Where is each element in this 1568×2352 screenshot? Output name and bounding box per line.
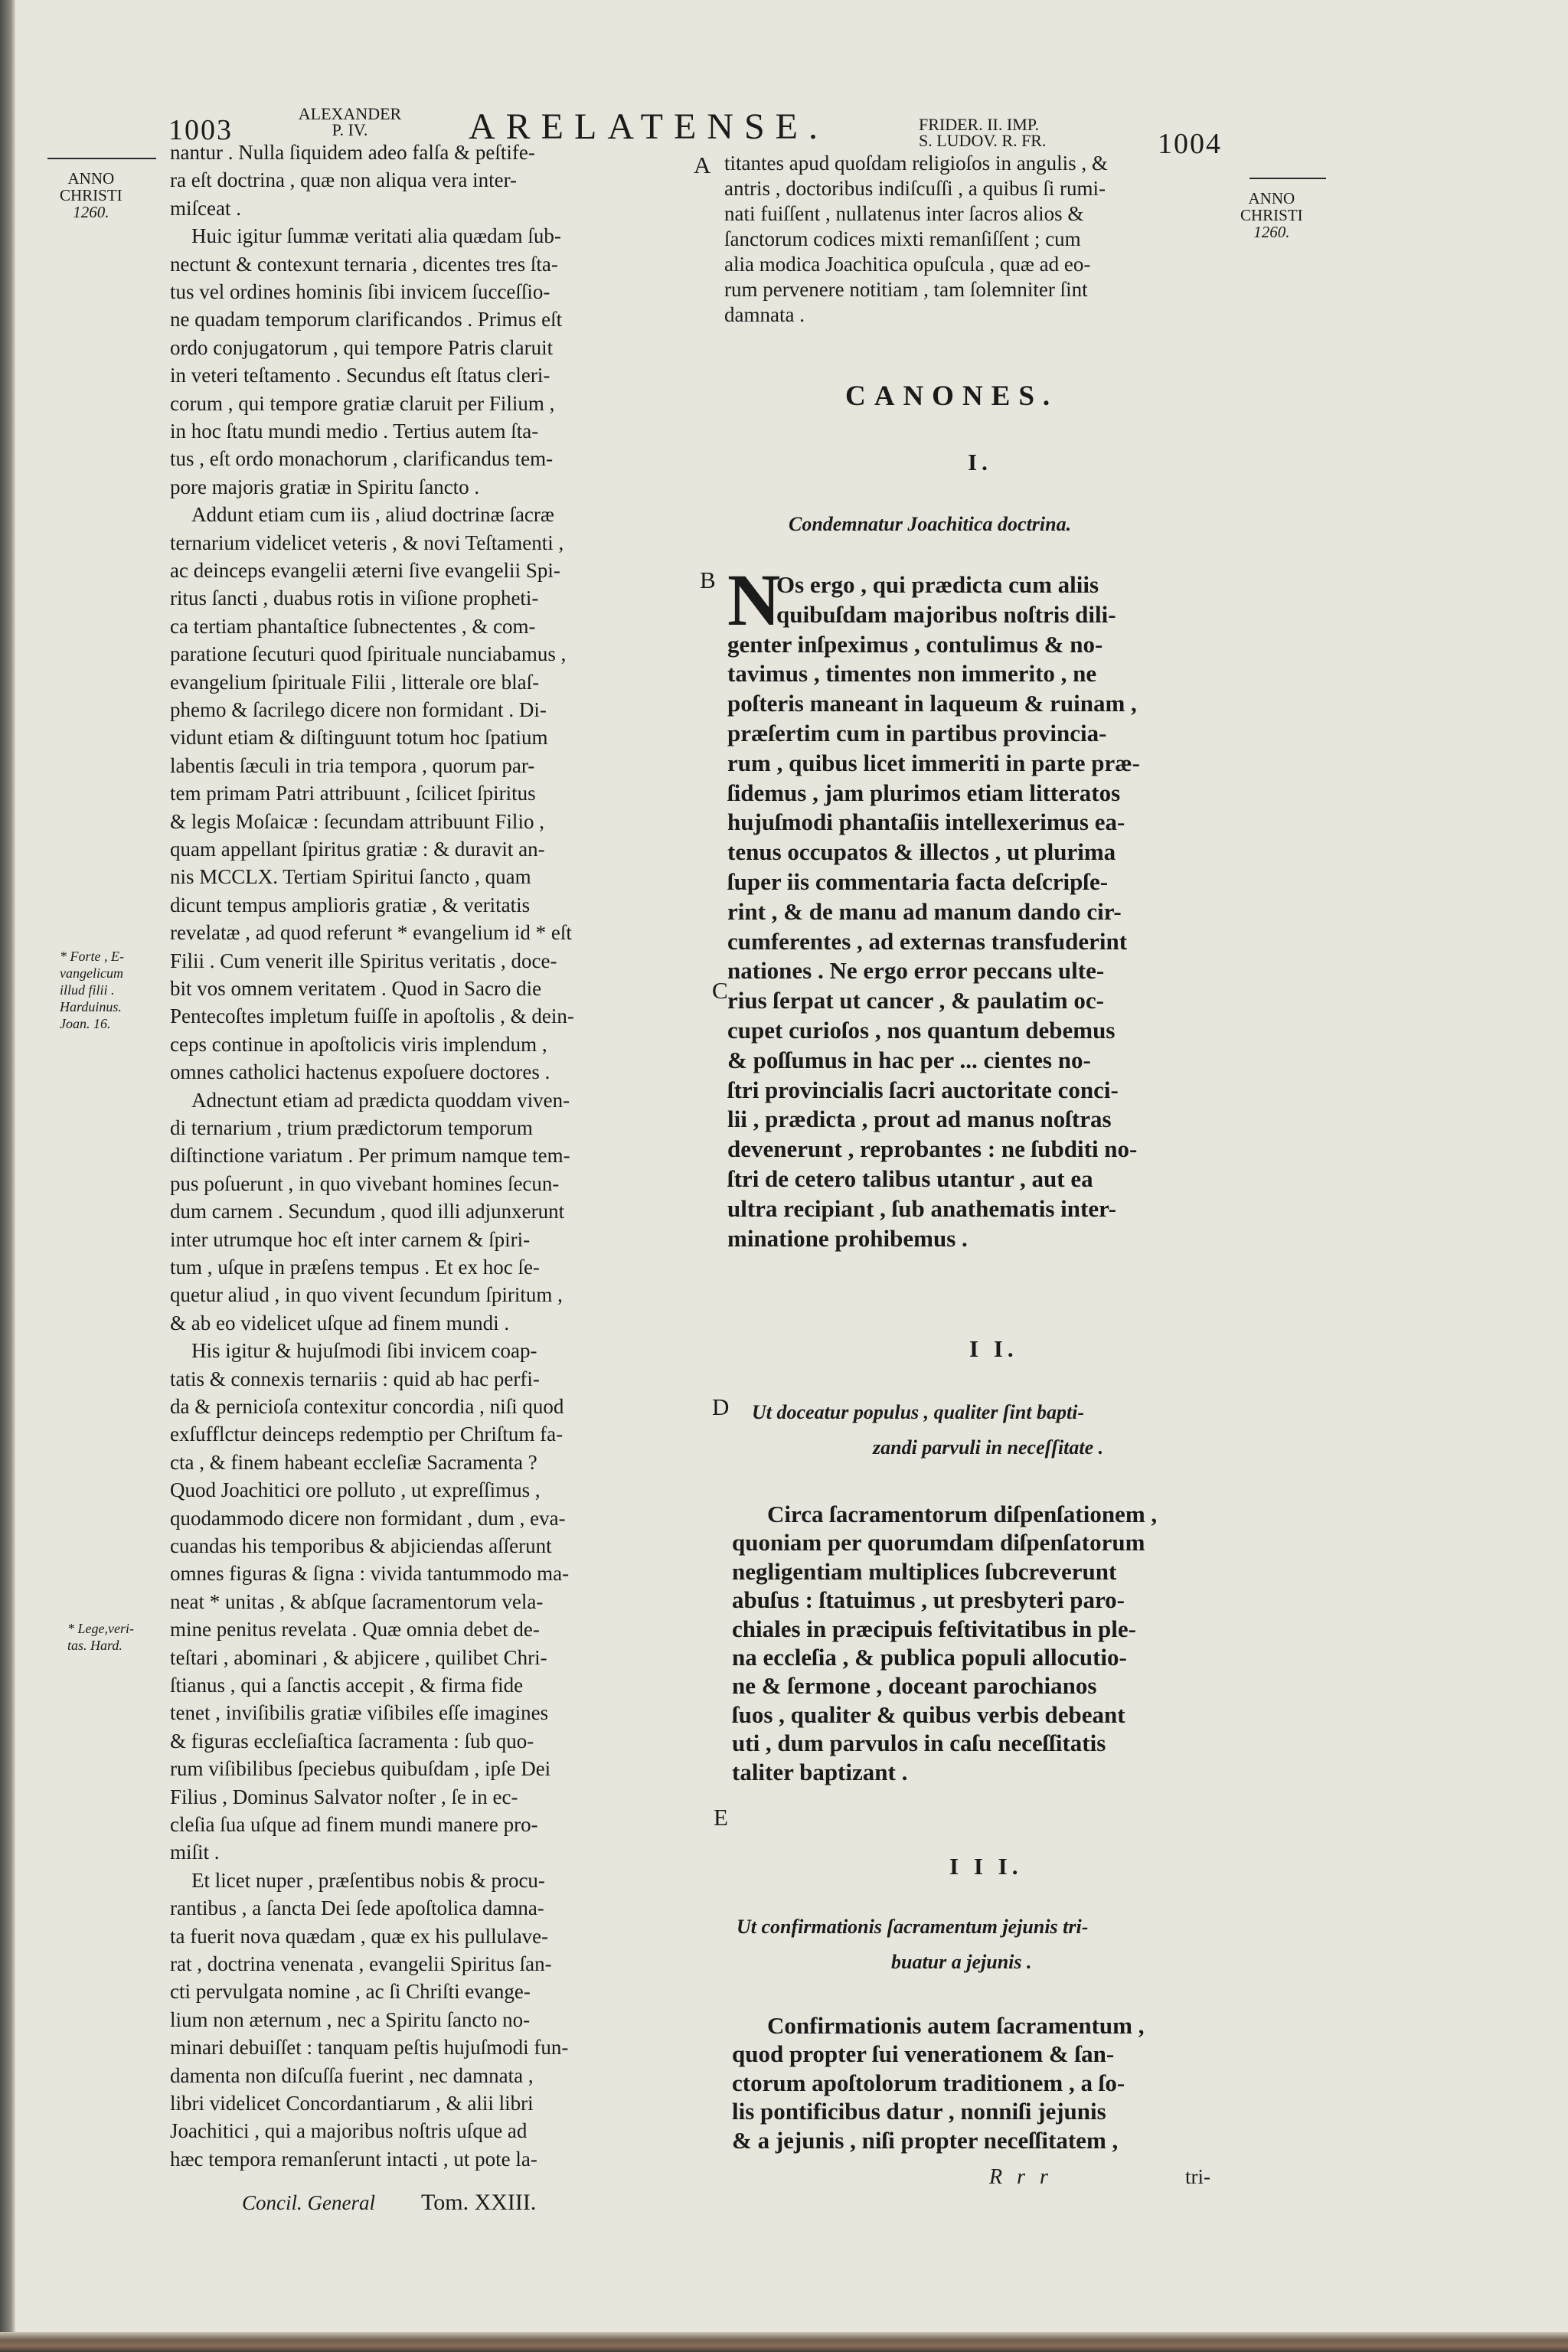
text-line: tus vel ordines hominis ſibi invicem ſucceſſio-	[170, 280, 550, 303]
text-line: Os ergo , qui prædicta cum aliis	[776, 571, 1099, 598]
text-line: nectunt & contexunt ternaria , dicentes tres ſta-	[170, 252, 558, 276]
text-line: Filii . Cum venerit ille Spiritus veritatis , doce-	[170, 949, 557, 972]
margin-christi: CHRISTI	[1240, 206, 1303, 224]
margin-rule-left	[47, 158, 156, 159]
text-line: quod propter ſui venerationem & ſan-	[732, 2040, 1115, 2068]
text-line: damenta non diſcuſſa fuerint , nec damnata ,	[170, 2063, 534, 2087]
text-line: Addunt etiam cum iis , aliud doctrinæ ſacræ	[191, 503, 554, 527]
header-pope	[277, 106, 423, 138]
header-king: S. LUDOV. R. FR.	[919, 131, 1047, 150]
header-rulers	[919, 116, 1102, 149]
note-line: Joan. 16.	[60, 1016, 111, 1031]
text-line: na eccleſia , & publica populi allocutio-	[732, 1644, 1127, 1671]
text-line: bit vos omnem veritatem . Quod in Sacro die	[170, 977, 542, 1000]
margin-year-right	[1240, 190, 1303, 240]
margin-anno: ANNO	[1248, 189, 1295, 207]
text-line: Adnectunt etiam ad prædicta quoddam viven-	[191, 1088, 570, 1112]
margin-year: 1260.	[73, 203, 109, 221]
drop-cap: N	[727, 559, 781, 641]
text-line: dum carnem . Secundum , quod illi adjunxerunt	[170, 1200, 565, 1223]
text-line: miſceat .	[170, 196, 241, 220]
text-line: inter utrumque hoc eſt inter carnem & ſpiri-	[170, 1227, 531, 1251]
text-line: quetur aliud , in quo vivent ſecundum ſpiritum ,	[170, 1283, 563, 1307]
text-line: neat * unitas , & abſque ſacramentorum vela-	[170, 1589, 544, 1613]
text-line: Huic igitur ſummæ veritati alia quædam ſub-	[191, 224, 561, 248]
margin-christi: CHRISTI	[60, 186, 122, 204]
text-line: damnata .	[724, 303, 805, 326]
text-line: libri videlicet Concordantiarum , & alii libri	[170, 2092, 534, 2115]
text-line: uti , dum parvulos in caſu neceſſitatis	[732, 1730, 1106, 1757]
text-line: cupet curioſos , nos quantum debemus	[727, 1017, 1116, 1044]
text-line: & legis Moſaicæ : ſecundam attribuunt Filio ,	[170, 809, 544, 833]
text-line: pore majoris gratiæ in Spiritu ſancto .	[170, 475, 480, 498]
text-line: nis MCCLX. Tertiam Spiritui ſancto , quam	[170, 865, 531, 889]
note-line: * Forte , E-	[60, 949, 124, 964]
text-line: titantes apud quoſdam religioſos in angulis , &	[724, 152, 1108, 175]
text-line: ſidemus , jam plurimos etiam litteratos	[727, 779, 1121, 806]
text-line: tum , uſque in præſens tempus . Et ex hoc ſe-	[170, 1256, 540, 1279]
canon-2-number: I I.	[969, 1335, 1018, 1362]
text-line: Circa ſacramentorum diſpenſationem ,	[767, 1501, 1158, 1527]
canon-3-number: I I I.	[949, 1853, 1023, 1880]
text-line: da & pernicioſa contexitur concordia , niſi quod	[170, 1395, 564, 1418]
text-line: ordo conjugatorum , qui tempore Patris claruit	[170, 335, 554, 359]
text-line: ſuper iis commentaria facta deſcripſe-	[727, 868, 1109, 895]
text-line: rantibus , a ſancta Dei ſede apoſtolica damna-	[170, 1896, 544, 1920]
catchword: tri-	[1185, 2165, 1210, 2188]
text-line: paratione ſecuturi quod ſpirituale nunciabamus ,	[170, 642, 567, 666]
text-line: ſanctorum codices mixti remanſiſſent ; cum	[724, 227, 1081, 250]
text-line: antris , doctoribus indiſcuſſi , a quibus ſi rumi-	[724, 177, 1106, 200]
canon-1-number: I.	[968, 449, 992, 475]
text-line: pus poſuerunt , in quo vivebant homines ſecun-	[170, 1171, 560, 1195]
text-line: quam appellant ſpiritus gratiæ : & duravit an-	[170, 838, 545, 861]
text-line: Et licet nuper , præſentibus nobis & procu-	[191, 1868, 545, 1892]
text-line: revelatæ , ad quod referunt * evangelium id * eſt	[170, 921, 572, 945]
text-line: lii , prædicta , prout ad manus noſtras	[727, 1106, 1112, 1133]
text-line: tus , eſt ordo monachorum , clarificandus tem-	[170, 447, 554, 471]
text-line: & a jejunis , niſi propter neceſſitatem ,	[732, 2126, 1119, 2154]
text-line: Confirmationis autem ſacramentum ,	[767, 2012, 1145, 2039]
text-line: dicunt tempus amplioris gratiæ , & veritatis	[170, 893, 531, 916]
margin-year-left	[60, 170, 122, 220]
text-line: evangelium ſpirituale Filii , litterale ore blaſ-	[170, 670, 540, 694]
text-line: alia modica Joachitica opuſcula , quæ ad eo-	[724, 253, 1091, 276]
text-line: & figuras eccleſiaſtica ſacramenta : ſub quo-	[170, 1729, 534, 1753]
note-line: illud filii .	[60, 982, 115, 998]
text-line: rum pervenere notitiam , tam ſolemniter ſint	[724, 278, 1088, 301]
margin-rule-right	[1250, 178, 1326, 179]
text-line: ac deinceps evangelii æterni ſive evangelii Spi-	[170, 559, 560, 582]
text-line: di ternarium , trium prædictorum temporum	[170, 1116, 533, 1139]
text-line: teſtari , abominari , & abjicere , quilibet Chri-	[170, 1645, 547, 1669]
adjacent-page-edge	[0, 0, 15, 2352]
text-line: cta , & finem habeant eccleſiæ Sacramenta ?	[170, 1450, 537, 1474]
text-line: mine penitus revelata . Quæ omnia debet de-	[170, 1618, 540, 1642]
canon-2-title-line1: Ut doceatur populus , qualiter ſint bapti-	[752, 1401, 1085, 1423]
text-line: ſtianus , qui a ſanctis accepit , & firma fide	[170, 1674, 524, 1697]
margin-note-lege	[67, 1620, 134, 1654]
section-letter-d: D	[712, 1393, 730, 1420]
running-title: ARELATENSE.	[469, 106, 828, 147]
text-line: & ab eo videlicet uſque ad finem mundi .	[170, 1311, 510, 1334]
text-line: ne quadam temporum clarificandos . Primus eſt	[170, 308, 563, 332]
text-line: hæc tempora remanſerunt intacti , ut pote la-	[170, 2147, 537, 2171]
text-line: nationes . Ne ergo error peccans ulte-	[727, 957, 1105, 985]
text-line: tenus occupatos & illectos , ut plurima	[727, 838, 1116, 866]
header-pope-name: ALEXANDER	[298, 104, 402, 123]
text-line: quoniam per quorumdam diſpenſatorum	[732, 1529, 1145, 1557]
text-line: omnes figuras & ſigna : vivida tantummodo ma-	[170, 1562, 570, 1586]
text-line: ta fuerit nova quædam , quæ ex his pullulave-	[170, 1924, 549, 1948]
text-line: genter inſpeximus , contulimus & no-	[727, 630, 1103, 658]
text-line: ritus ſancti , duabus rotis in viſione propheti-	[170, 586, 539, 610]
text-line: ſuos , qualiter & quibus verbis debeant	[732, 1700, 1125, 1728]
canon-3-title-line2: buatur a jejunis .	[891, 1951, 1032, 1973]
note-line: tas. Hard.	[67, 1638, 122, 1653]
text-line: rat , doctrina venenata , evangelii Spiritus ſan-	[170, 1952, 552, 1975]
text-line: cumferentes , ad externas transfuderint	[727, 927, 1128, 955]
margin-year: 1260.	[1253, 223, 1290, 241]
note-line: vangelicum	[60, 965, 123, 981]
section-letter-e: E	[714, 1804, 728, 1831]
text-line: minatione prohibemus .	[727, 1224, 968, 1252]
text-line: ſtri provincialis ſacri auctoritate conci-	[727, 1076, 1119, 1103]
header-emperor: FRIDER. II. IMP.	[919, 115, 1040, 134]
text-line: cleſia ſua uſque ad finem mundi manere pro-	[170, 1813, 538, 1836]
text-line: ra eſt doctrina , quæ non aliqua vera inter-	[170, 168, 518, 192]
text-line: devenerunt , reprobantes : ne ſubditi no-	[727, 1135, 1138, 1163]
text-line: rum viſibilibus ſpeciebus quibuſdam , ipſe Dei	[170, 1757, 551, 1781]
footer-tome: Tom. XXIII.	[421, 2190, 537, 2215]
canones-heading: CANONES.	[845, 381, 1059, 412]
note-line: Harduinus.	[60, 999, 122, 1014]
text-line: ſtri de cetero talibus utantur , aut ea	[727, 1165, 1093, 1192]
text-line: ca tertiam phantaſtice ſubnectentes , & com-	[170, 614, 536, 638]
header-pope-sub: P. IV.	[332, 120, 368, 139]
text-line: hujuſmodi phantaſiis intellexerimus ea-	[727, 808, 1125, 836]
text-line: quibuſdam majoribus noſtris dili-	[776, 600, 1116, 628]
text-line: ceps continue in apoſtolicis viris implendum ,	[170, 1032, 547, 1056]
text-line: miſit .	[170, 1841, 220, 1864]
text-line: tatis & connexis ternariis : quid ab hac perfi-	[170, 1367, 540, 1390]
note-line: * Lege,veri-	[67, 1621, 134, 1636]
text-line: diſtinctione variatum . Per primum namque tem-	[170, 1144, 570, 1168]
text-line: taliter baptizant .	[732, 1758, 908, 1785]
text-line: Filius , Dominus Salvator noſter , ſe in ec-	[170, 1785, 518, 1808]
text-line: poſteris maneant in laqueum & ruinam ,	[727, 690, 1137, 717]
margin-anno: ANNO	[67, 169, 115, 188]
text-line: cti pervulgata nomine , ac ſi Chriſti evange-	[170, 1980, 531, 2004]
text-line: & poſſumus in hac per ... cientes no-	[727, 1046, 1091, 1073]
text-line: abuſus : ſtatuimus , ut presbyteri paro-	[732, 1586, 1125, 1614]
text-line: minari debuiſſet : tanquam peſtis hujuſmodi fun-	[170, 2036, 569, 2060]
text-line: ctorum apoſtolorum traditionem , a ſo-	[732, 2069, 1125, 2096]
canon-1-title: Condemnatur Joachitica doctrina.	[789, 513, 1072, 535]
page-number-right: 1004	[1158, 128, 1222, 160]
text-line: ultra recipiant , ſub anathematis inter-	[727, 1194, 1117, 1222]
text-line: cuandas his temporibus & abjiciendas aſſerunt	[170, 1534, 552, 1557]
text-line: quodammodo dicere non formidant , dum , eva-	[170, 1506, 566, 1530]
canon-2-title-line2: zandi parvuli in neceſſitate .	[873, 1436, 1104, 1459]
text-line: in hoc ſtatu mundi medio . Tertius autem ſta-	[170, 420, 539, 443]
text-line: nati fuiſſent , nullatenus inter ſacros alios &	[724, 202, 1084, 225]
text-line: phemo & ſacrilego dicere non formidant . Di-	[170, 698, 547, 721]
text-line: præſertim cum in partibus provincia-	[727, 720, 1107, 746]
text-line: in veteri teſtamento . Secundus eſt ſtatus cleri-	[170, 364, 550, 387]
text-line: nantur . Nulla ſiquidem adeo falſa & peſtife-	[170, 141, 535, 164]
section-letter-a: A	[694, 152, 711, 178]
margin-note-forte	[60, 948, 124, 1032]
text-line: rius ſerpat ut cancer , & paulatim oc-	[727, 987, 1104, 1014]
text-line: tem primam Patri attribuunt , ſcilicet ſpiritus	[170, 782, 536, 805]
signature-mark: R r r	[989, 2165, 1053, 2189]
text-line: vidunt etiam & diſtinguunt totum hoc ſpatium	[170, 726, 548, 750]
canon-3-title-line1: Ut confirmationis ſacramentum jejunis tri-	[737, 1916, 1089, 1938]
text-line: Pentecoſtes impletum fuiſſe in apoſtolis , & dein-	[170, 1004, 574, 1028]
text-line: labentis ſæculi in tria tempora , quorum par-	[170, 753, 535, 777]
book-edge	[0, 2332, 1568, 2352]
text-line: chiales in præcipuis feſtivitatibus in ple-	[732, 1615, 1136, 1642]
text-line: Quod Joachitici ore polluto , ut expreſſimus ,	[170, 1478, 541, 1502]
text-line: ne & ſermone , doceant parochianos	[732, 1672, 1097, 1700]
text-line: omnes catholici hactenus expoſuere doctores .	[170, 1060, 550, 1084]
text-line: ternarium videlicet veteris , & novi Teſtamenti ,	[170, 531, 564, 554]
text-line: negligentiam multiplices ſubcreverunt	[732, 1557, 1117, 1585]
text-line: exſufflctur deinceps redemptio per Chriſtum fa-	[170, 1423, 564, 1446]
text-line: Joachitici , qui a majoribus noſtris uſque ad	[170, 2119, 528, 2143]
text-line: rint , & de manu ad manum dando cir-	[727, 897, 1122, 925]
footer-signature: Concil. General	[242, 2191, 375, 2214]
text-line: tavimus , timentes non immerito , ne	[727, 660, 1097, 688]
text-line: tenet , inviſibilis gratiæ viſibiles eſſe imagines	[170, 1701, 549, 1725]
section-letter-b: B	[700, 567, 716, 593]
text-line: corum , qui tempore gratiæ claruit per Filium ,	[170, 391, 555, 415]
text-line: lium non æternum , nec a Spiritu ſancto no-	[170, 2007, 531, 2031]
text-line: rum , quibus licet immeriti in parte præ-	[727, 749, 1141, 776]
text-line: lis pontificibus datur , nonniſi jejunis	[732, 2098, 1106, 2125]
section-letter-c: C	[712, 977, 728, 1004]
page-number-left: 1003	[168, 114, 233, 146]
text-line: His igitur & hujuſmodi ſibi invicem coap-	[191, 1339, 537, 1363]
